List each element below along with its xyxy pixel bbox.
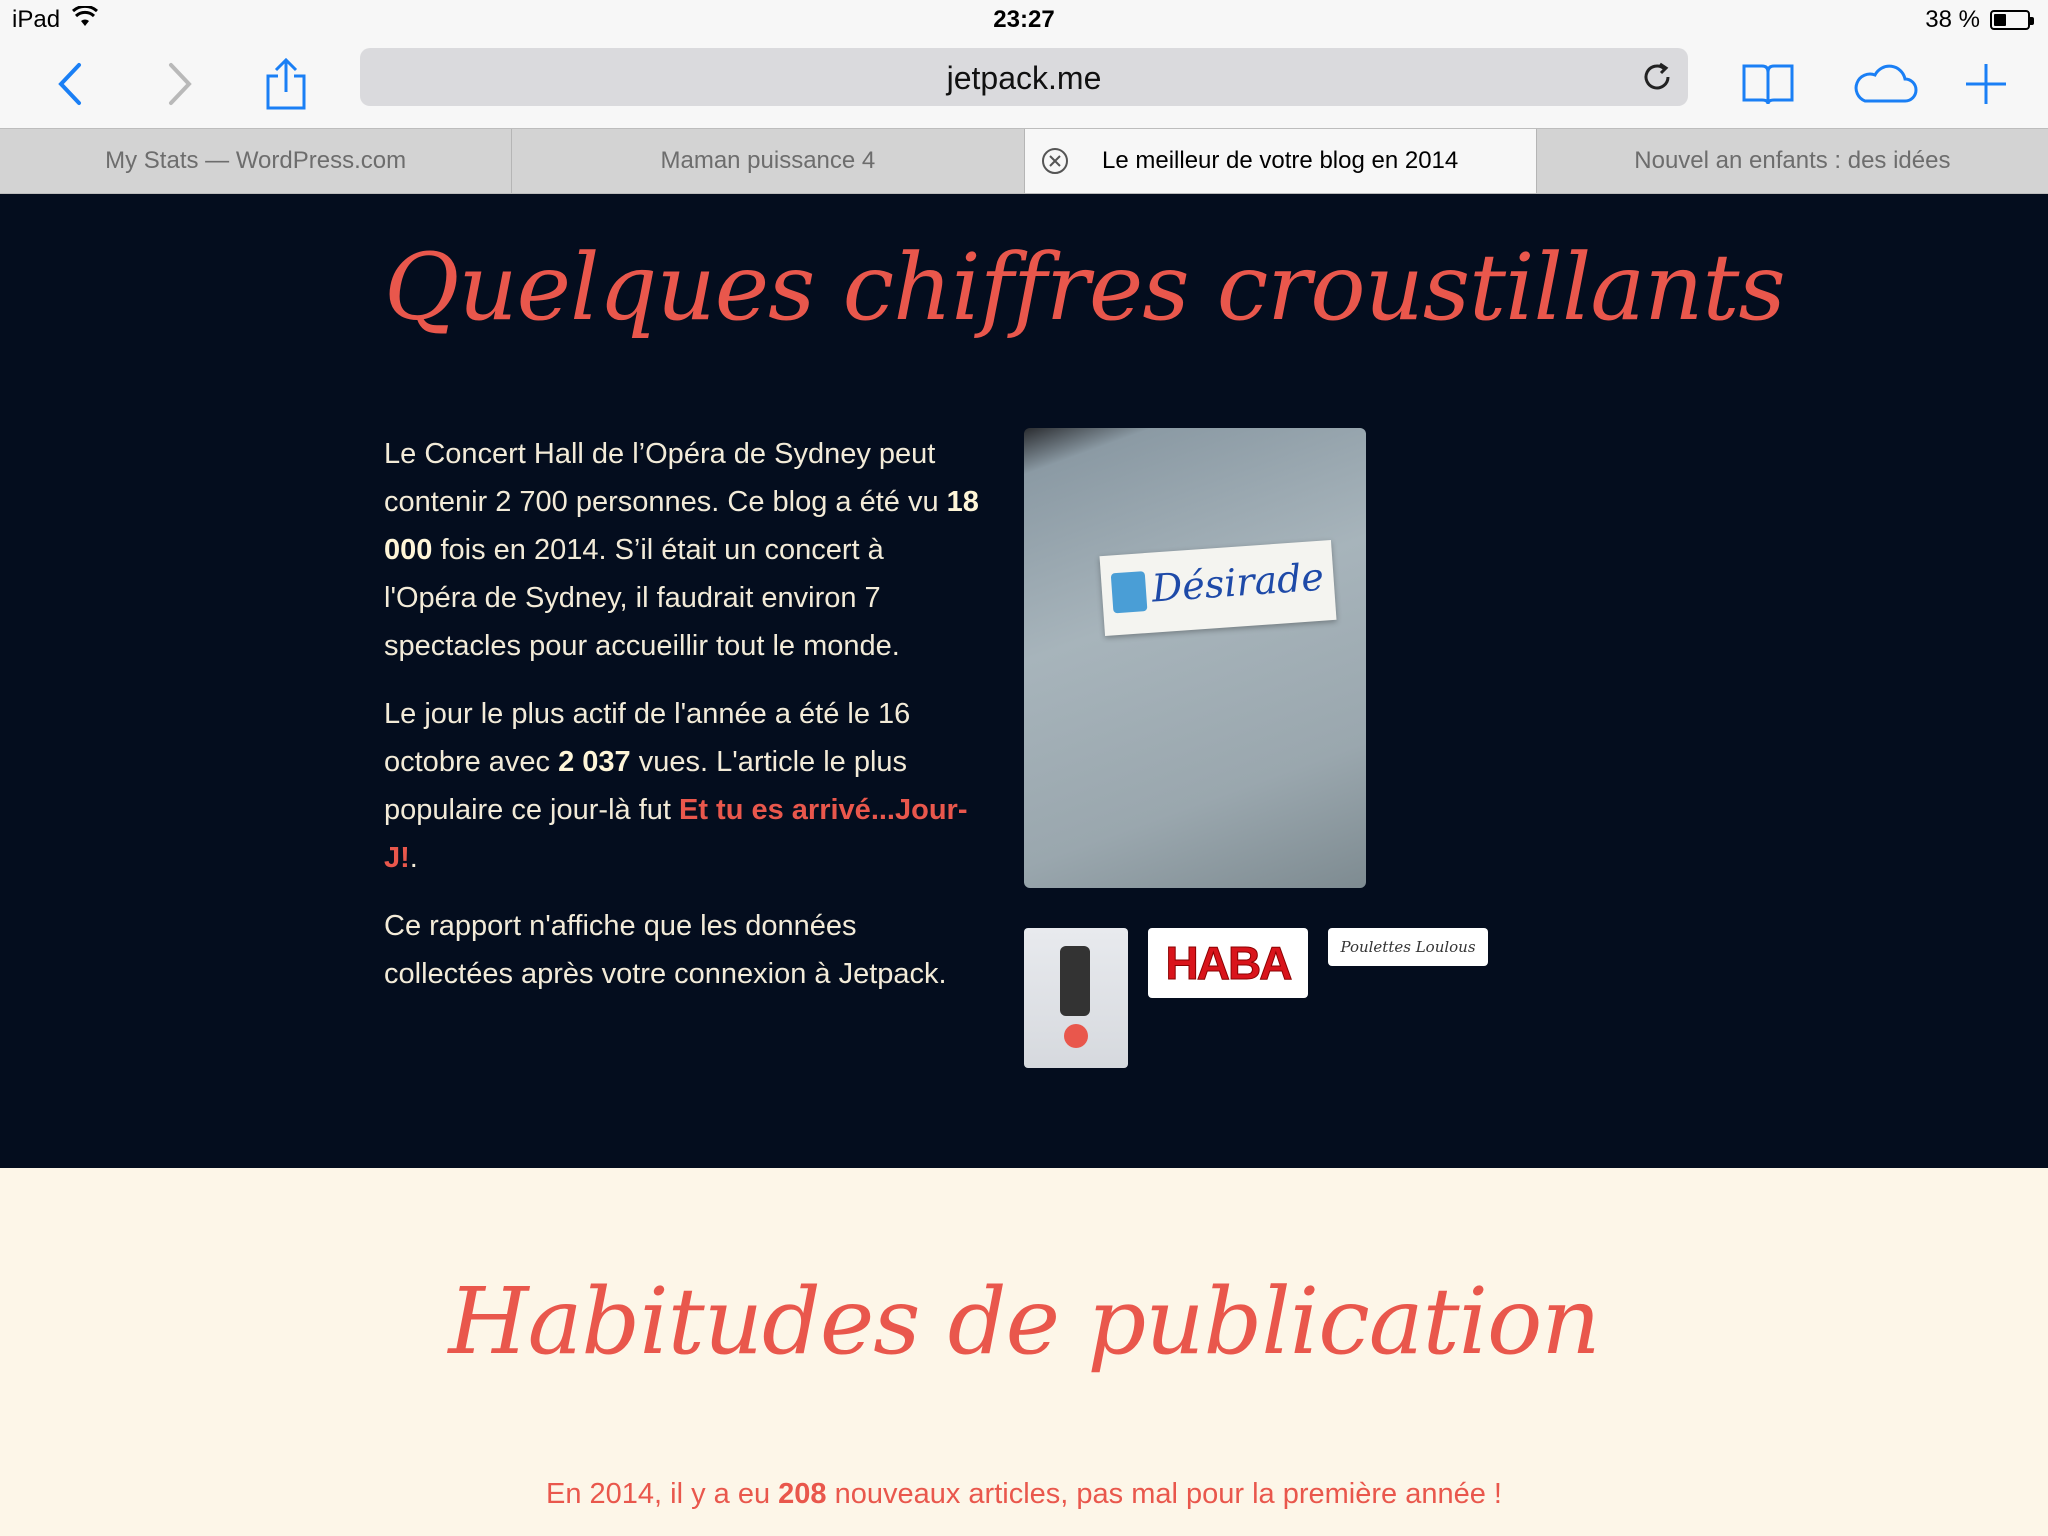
- text: .: [409, 842, 418, 874]
- sign-logo: [1111, 571, 1148, 613]
- tab-bar: [0, 128, 2048, 194]
- book-icon: [1741, 62, 1795, 106]
- paragraph-jetpack-note: Ce rapport n'affiche que les données collectées après votre connexion à Jetpack.: [384, 910, 947, 990]
- share-icon: [264, 56, 308, 112]
- poulettes-logo-text: Poulettes Loulous: [1340, 938, 1476, 956]
- featured-photo[interactable]: [1024, 428, 1366, 888]
- new-tab-button[interactable]: [1956, 54, 2016, 114]
- url-text: jetpack.me: [946, 60, 1102, 96]
- address-bar[interactable]: [360, 48, 1688, 106]
- thumbnail-shape: [1060, 946, 1090, 1016]
- cloud-tabs-button[interactable]: [1848, 54, 1920, 114]
- day-views-count: 2 037: [558, 746, 631, 778]
- tab-label: My Stats — WordPress.com: [105, 147, 407, 174]
- battery-fill: [1994, 14, 2006, 26]
- back-button[interactable]: [40, 54, 100, 114]
- haba-logo-text: HABA: [1165, 937, 1291, 989]
- thumbnail-craft[interactable]: [1024, 928, 1128, 1068]
- posts-count: 208: [778, 1478, 827, 1510]
- cloud-icon: [1849, 63, 1919, 105]
- sign-text: Désirade: [1150, 554, 1326, 611]
- tab-meilleur-blog[interactable]: [1025, 129, 1537, 193]
- stats-text: [384, 430, 984, 1018]
- text: Le Concert Hall de l’Opéra de Sydney peut contenir 2 700 personnes. Ce blog a été vu: [384, 438, 947, 518]
- forward-button[interactable]: [150, 54, 210, 114]
- paragraph-concert: [384, 430, 984, 670]
- text: En 2014, il y a eu: [546, 1478, 779, 1510]
- plus-icon: [1964, 62, 2008, 106]
- text: Le jour le plus actif de l'année a été le 16 octobre avec: [384, 698, 911, 778]
- bookmarks-button[interactable]: [1738, 54, 1798, 114]
- thumbnail-flower: [1064, 1024, 1088, 1048]
- chevron-left-icon: [55, 61, 85, 107]
- text: nouveaux articles, pas mal pour la première année !: [826, 1478, 1502, 1510]
- stats-section: [0, 194, 2048, 1168]
- photo-sign: [1099, 540, 1336, 636]
- status-bar: [0, 0, 2048, 40]
- text: fois en 2014. S’il était un concert à l'Opéra de Sydney, il faudrait environ 7 spectacles pour accueillir tout le monde.: [384, 534, 900, 662]
- text: vues. L'article le plus populaire ce jour-là fut: [384, 746, 908, 826]
- tab-label: Le meilleur de votre blog en 2014: [1102, 147, 1459, 174]
- status-time: 23:27: [993, 6, 1055, 33]
- battery-icon: [1990, 10, 2030, 30]
- thumbnail-poulettes-logo[interactable]: [1328, 928, 1488, 966]
- thumbnail-haba-logo[interactable]: [1148, 928, 1308, 998]
- device-name: iPad: [12, 6, 61, 33]
- publication-section: [0, 1168, 2048, 1536]
- share-button[interactable]: [256, 54, 316, 114]
- chevron-right-icon: [165, 61, 195, 107]
- tab-label: Nouvel an enfants : des idées: [1634, 147, 1951, 174]
- publication-summary: [0, 1478, 2048, 1511]
- tab-nouvel-an[interactable]: [1537, 129, 2048, 193]
- section-title: Quelques chiffres croustillants: [384, 234, 1785, 341]
- close-tab-icon[interactable]: [1041, 147, 1069, 175]
- browser-toolbar: [0, 40, 2048, 128]
- tab-maman-puissance[interactable]: [512, 129, 1024, 193]
- section-title: Habitudes de publication: [448, 1268, 1600, 1375]
- popular-post-link[interactable]: Et tu es arrivé...Jour-J!: [384, 794, 968, 874]
- reload-icon[interactable]: [1640, 60, 1674, 94]
- tab-label: Maman puissance 4: [660, 147, 876, 174]
- tab-my-stats[interactable]: [0, 129, 512, 193]
- battery-percentage: 38 %: [1925, 6, 1980, 33]
- paragraph-busiest-day: [384, 690, 984, 882]
- views-count: 18 000: [384, 486, 979, 566]
- battery-cap: [2030, 17, 2034, 25]
